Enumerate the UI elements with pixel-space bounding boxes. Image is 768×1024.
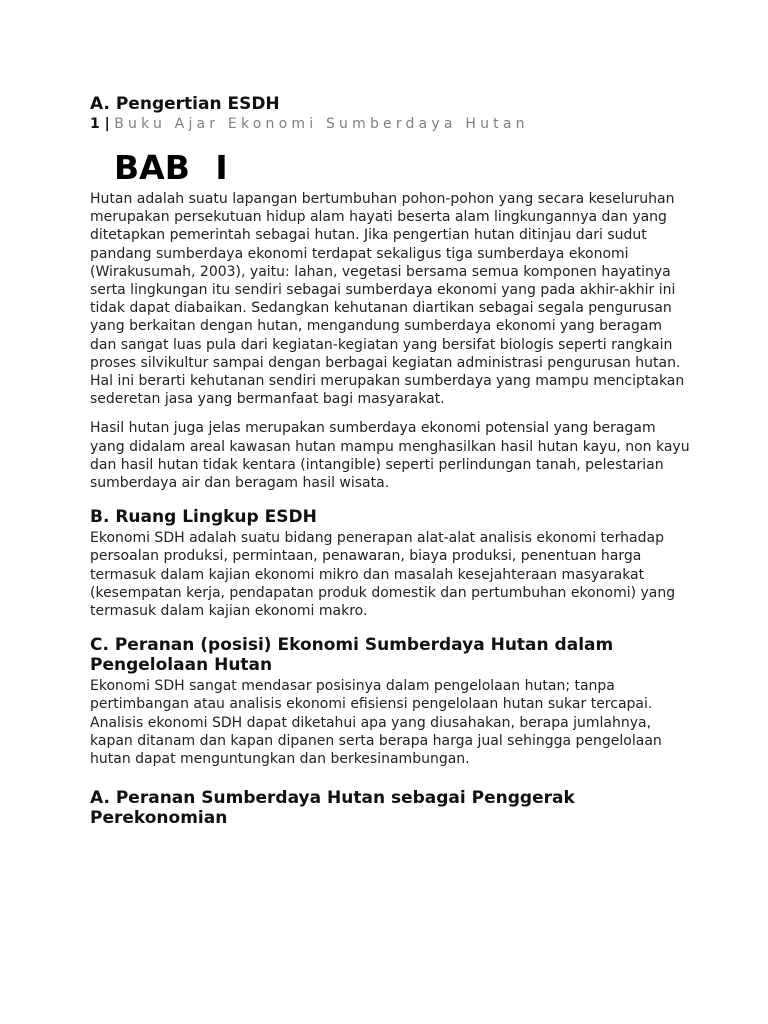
- section-penggerak: [90, 788, 690, 828]
- paragraph-ruang-lingkup: Ekonomi SDH adalah suatu bidang penerapan alat-alat analisis ekonomi terhadap persoalan produksi, permintaan, penawaran, biaya produksi, penentuan harga termasuk dalam kajian ekonomi mikro dan masalah kesejahteraan masyarakat (kesempatan kerja, pendapatan produk domestik dan pertumbuhan ekonomi) yang termasuk dalam kajian ekonomi makro.: [90, 530, 676, 620]
- running-header: [90, 115, 690, 133]
- document-page: [90, 94, 690, 828]
- section-ruang-lingkup: [90, 507, 690, 620]
- paragraph-peranan: Ekonomi SDH sangat mendasar posisinya dalam pengelolaan hutan; tanpa pertimbangan atau analisis ekonomi efisiensi pengelolaan hutan sukar tercapai. Analisis ekonomi SDH dapat diketahui apa yang diusahakan, berapa jumlahnya, kapan ditanam dan kapan dipanen serta berapa harga jual sehingga pengelolaan hutan dapat menguntungkan dan berkesinambungan.: [90, 678, 662, 768]
- chapter-title: BAB I: [114, 148, 228, 187]
- page-number: 1 |: [90, 116, 110, 132]
- book-title: Buku Ajar Ekonomi Sumberdaya Hutan: [114, 116, 529, 132]
- section-heading-penggerak: A. Peranan Sumberdaya Hutan sebagai Penggerak Perekonomian: [90, 788, 575, 829]
- section-heading-pengertian: A. Pengertian ESDH: [90, 94, 280, 114]
- section-heading-peranan: C. Peranan (posisi) Ekonomi Sumberdaya Hutan dalam Pengelolaan Hutan: [90, 635, 614, 676]
- section-peranan: [90, 635, 690, 768]
- section-heading-ruang-lingkup: B. Ruang Lingkup ESDH: [90, 507, 317, 528]
- paragraph-definition: Hutan adalah suatu lapangan bertumbuhan pohon-pohon yang secara keseluruhan merupakan persekutuan hidup alam hayati beserta alam lingkungannya dan yang ditetapkan pemerintah sebagai hutan. Jika pengertian hutan ditinjau dari sudut pandang sumberdaya ekonomi terdapat sekaligus tiga sumberdaya ekonomi (Wirakusumah, 2003), yaitu: lahan, vegetasi bersama semua komponen hayatinya serta lingkungan itu sendiri sebagai sumberdaya ekonomi yang pada akhir-akhir ini tidak dapat diabaikan. Sedangkan kehutanan diartikan sebagai segala pengurusan yang berkaitan dengan hutan, mengandung sumberdaya ekonomi yang beragam dan sangat luas pula dari kegiatan-kegiatan yang bersifat biologis seperti rangkain proses silvikultur sampai dengan berbagai kegiatan administrasi pengurusan hutan. Hal ini berarti kehutanan sendiri merupakan sumberdaya yang mampu menciptakan sederetan jasa yang bermanfaat bagi masyarakat.: [90, 191, 685, 408]
- paragraph-forest-products: Hasil hutan juga jelas merupakan sumberdaya ekonomi potensial yang beragam yang didalam areal kawasan hutan mampu menghasilkan hasil hutan kayu, non kayu dan hasil hutan tidak kentara (intangible) seperti perlindungan tanah, pelestarian sumberdaya air dan beragam hasil wisata.: [90, 420, 690, 492]
